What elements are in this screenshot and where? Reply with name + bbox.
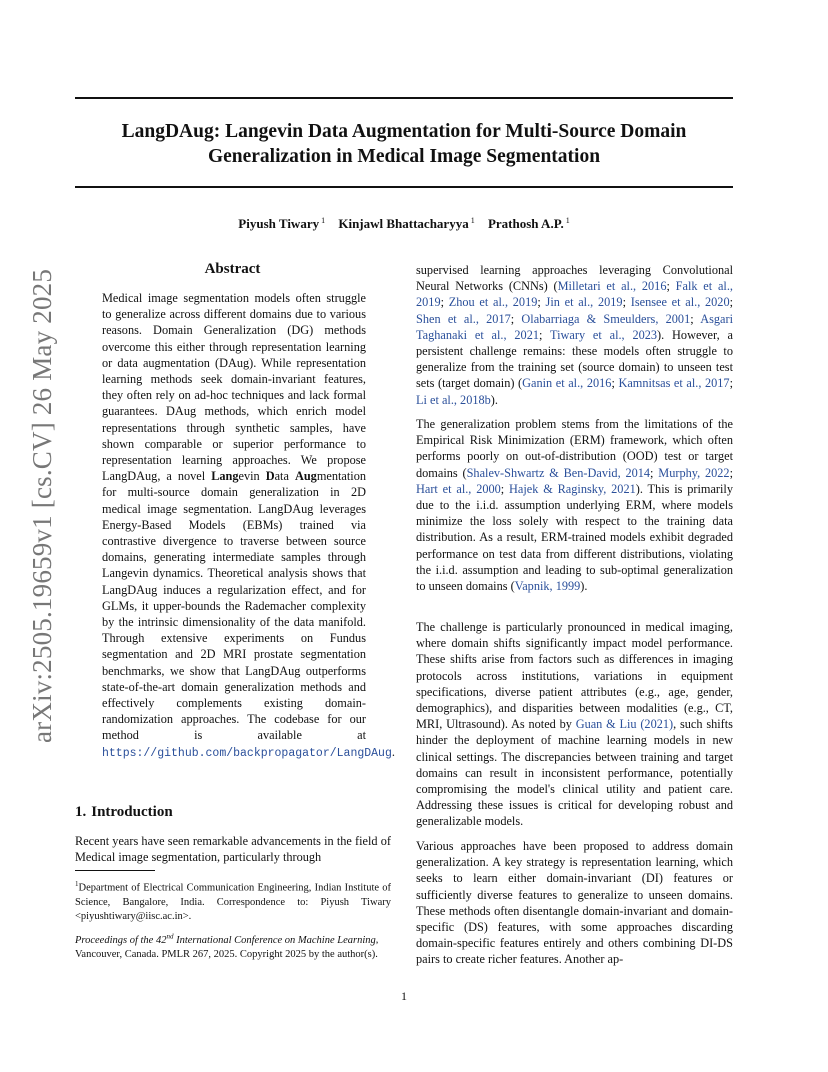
paragraph-text: ; (500, 481, 510, 496)
abstract-heading: Abstract (204, 261, 261, 277)
paragraph-text: ; (510, 311, 522, 326)
paragraph-text: ; (729, 465, 733, 480)
section-title: Introduction (91, 804, 173, 820)
author-name: Kinjawl Bhattacharyya (338, 216, 469, 232)
abstract-text: . (391, 744, 395, 759)
abstract-bold-lang: Lang (211, 469, 239, 484)
paragraph-text: ). (580, 579, 588, 594)
citation-link[interactable]: Isensee et al., 2020 (630, 295, 730, 310)
paragraph-text: ; (611, 376, 619, 391)
title-line-2: Generalization in Medical Image Segmentation (207, 146, 601, 167)
paragraph-text: ). However, a persistent challenge remains: these models often struggle to generalize from the training set (source domain) to unseen test sets (target domain) ( (416, 327, 733, 391)
abstract-body (102, 290, 395, 762)
footnote-mark: 1 (75, 880, 79, 888)
author-1 (238, 216, 325, 231)
author-2 (338, 216, 474, 231)
citation-link[interactable]: Jin et al., 2019 (545, 295, 623, 310)
paragraph-text: supervised learning approaches leveraging Convolutional Neural Networks (CNNs) ( (416, 263, 733, 294)
paragraph-text: ). This is primarily due to the i.i.d. assumption underlying ERM, where models minimize the loss solely with respect to the training data distribution. As a result, ERM-trained models exhibit degraded performance on test data from different distributions, violating the i.i.d. assumption and leading to sub-optimal generalization to unseen domains ( (416, 481, 733, 594)
abstract-text: evin (238, 469, 266, 484)
title-line-1: LangDAug: Langevin Data Augmentation for Multi-Source Domain (121, 121, 687, 142)
citation-link[interactable]: Ganin et al., 2016 (522, 376, 612, 391)
paper-title (75, 119, 733, 169)
proceedings-ordinal: nd (166, 932, 174, 940)
proceedings-text: International Conference on Machine Learning (173, 934, 376, 946)
paragraph-text: ; (729, 376, 734, 391)
right-paragraph-4: Various approaches have been proposed to address domain generalization. A key strategy is representation learning, which seeks to learn either domain-invariant (DI) features or sufficiently diverse features to generalize to unseen domains. These methods often disentangle domain-invariant and domain-specific (DS) features, with some approaches discarding domain-specific features entirely and others combining DI-DS pairs to create richer features. Another ap- (416, 839, 733, 967)
proceedings-note (75, 929, 391, 962)
author-3 (488, 216, 570, 231)
footnote-rule (75, 870, 155, 871)
citation-link[interactable]: Shalev-Shwartz & Ben-David, 2014 (466, 465, 651, 480)
paragraph-text: The challenge is particularly pronounced in medical imaging, where domain shifts significantly impact model performance. These shifts arise from factors such as differences in imaging protocols across institutions, variations in equipment specifications, diverse patient attributes (e.g., age, gender, demographics), and disparities between modalities (e.g., CT, MRI, Ultrasound). As noted by (416, 620, 733, 732)
paragraph-text: ; (539, 327, 551, 342)
paragraph-text: ; (729, 295, 734, 310)
citation-link[interactable]: Hajek & Raginsky, 2021 (509, 481, 636, 496)
citation-link[interactable]: Vapnik, 1999 (514, 579, 581, 594)
paragraph-text: ; (622, 295, 631, 310)
citation-link[interactable]: Guan & Liu (2021) (575, 717, 674, 732)
intro-paragraph-1: Recent years have seen remarkable advancements in the field of Medical image segmentation, particularly through (75, 834, 391, 865)
author-list (75, 216, 733, 232)
paragraph-text: ; (440, 295, 449, 310)
paragraph-text: , such shifts hinder the deployment of machine learning models in new clinical settings. The discrepancies between training and target domains can result in inconsistent performance, potentially compromising the model's clinical utility and patient care. Addressing these issues is critical for developing robust and generalizable models. (416, 717, 733, 829)
citation-link[interactable]: Li et al., 2018b (416, 392, 491, 407)
affiliation-mark: 1 (470, 216, 475, 225)
abstract-bold-aug: Aug (294, 469, 317, 484)
paragraph-text: ; (690, 311, 701, 326)
title-bottom-rule (75, 186, 733, 188)
code-url-link[interactable]: https://github.com/backpropagator/LangDAug (102, 746, 392, 760)
affiliation-footnote (75, 877, 391, 924)
proceedings-text: Proceedings of the (75, 934, 156, 946)
paragraph-text: ; (537, 295, 546, 310)
section-number: 1. (75, 804, 87, 820)
citation-link[interactable]: Hart et al., 2000 (416, 481, 501, 496)
affiliation-mark: 1 (565, 216, 570, 225)
proceedings-text: , Vancouver, Canada. PMLR 267, 2025. Copyright 2025 by the author(s). (75, 934, 379, 960)
citation-link[interactable]: Milletari et al., 2016 (557, 279, 667, 294)
citation-link[interactable]: Asgari Taghanaki et al., 2021 (416, 311, 733, 342)
proceedings-number: 42 (155, 934, 167, 946)
citation-link[interactable]: Shen et al., 2017 (416, 311, 511, 326)
paragraph-text: ). (490, 392, 498, 407)
author-name: Piyush Tiwary (238, 216, 320, 232)
citation-link[interactable]: Falk et al., 2019 (416, 279, 733, 310)
right-paragraph-1 (416, 262, 733, 408)
abstract-text: ata (274, 469, 295, 484)
right-paragraph-3 (416, 619, 733, 830)
citation-link[interactable]: Olabarriaga & Smeulders, 2001 (521, 311, 691, 326)
title-top-rule (75, 97, 733, 99)
abstract-text: Medical image segmentation models often struggle to generalize across different domains due to various reasons. Domain Generalization (DG) methods overcome this either through representation learning or data augmentation (DAug). While representation learning methods seek domain-invariant features, they often rely on ad-hoc techniques and lack formal guarantees. DAug methods, which enrich model representations through synthetic samples, have shown comparable or superior performance to representation learning approaches. We propose LangDAug, a novel (102, 291, 366, 484)
citation-link[interactable]: Zhou et al., 2019 (448, 295, 538, 310)
paragraph-text: ; (650, 465, 659, 480)
abstract-text: mentation for multi-source domain generalization in 2D medical image segmentation. LangDAug leverages Energy-Based Models (EBMs) trained via contrastive divergence to traverse between source domains, generating intermediate samples through Langevin dynamics. Theoretical analysis shows that LangDAug induces a regularization effect, and for GLMs, it upper-bounds the Rademacher complexity by the intrinsic dimensionality of the data manifold. Through extensive experiments on Fundus segmentation and 2D MRI prostate segmentation benchmarks, we show that LangDAug outperforms state-of-the-art domain generalization methods and effectively complements existing domain-randomization approaches. The codebase for our method is available at (102, 469, 366, 743)
author-name: Prathosh A.P. (487, 216, 564, 232)
citation-link[interactable]: Murphy, 2022 (658, 465, 730, 480)
abstract-bold-d: D (265, 469, 275, 484)
right-paragraph-2 (416, 416, 733, 594)
footnote-text: Department of Electrical Communication Engineering, Indian Institute of Science, Bangalore, India. Correspondence to: Piyush Tiwary <piyushtiwary@iisc.ac.in>. (75, 882, 391, 922)
affiliation-mark: 1 (321, 216, 326, 225)
citation-link[interactable]: Kamnitsas et al., 2017 (618, 376, 730, 391)
citation-link[interactable]: Tiwary et al., 2023 (550, 327, 658, 342)
section-heading-introduction (75, 804, 173, 821)
page-number: 1 (401, 989, 407, 1003)
arxiv-identifier: arXiv:2505.19659v1 [cs.CV] 26 May 2025 (27, 268, 57, 743)
paragraph-text: ; (666, 279, 676, 294)
paragraph-text: The generalization problem stems from the limitations of the Empirical Risk Minimization (ERM) framework, which often performs poorly on out-of-distribution (OOD) test or target domains ( (416, 417, 733, 480)
